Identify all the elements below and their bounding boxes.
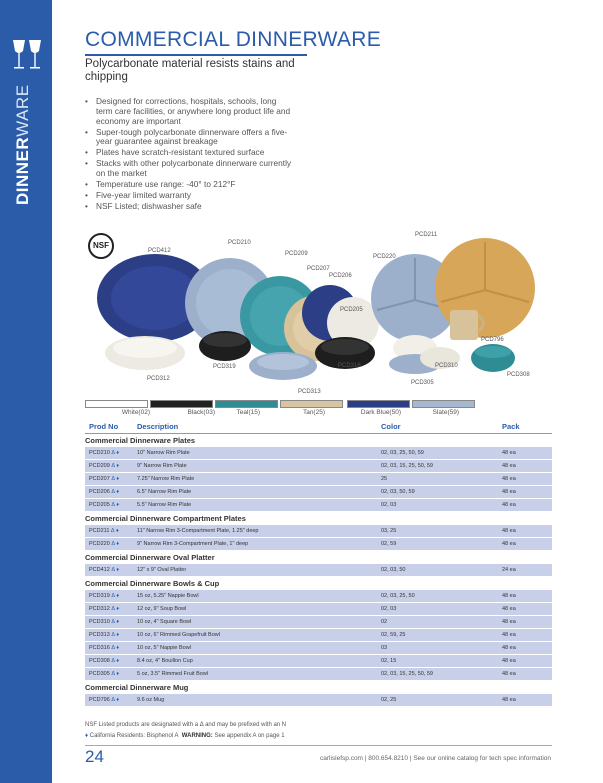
- pack-cell: 48 ea: [502, 450, 516, 456]
- photo-label: PCD316: [338, 363, 361, 369]
- description-cell: 5.5" Narrow Rim Plate: [137, 502, 192, 508]
- nsf-footnote: NSF Listed products are designated with a Δ and may be prefixed with an N: [85, 722, 287, 728]
- prod-no-cell: PCD312 Δ ♦: [89, 606, 120, 612]
- table-row: [85, 525, 552, 538]
- section-label: DINNERWARE: [13, 84, 32, 205]
- description-cell: 9" Narrow Rim Plate: [137, 463, 187, 469]
- pack-cell: 48 ea: [502, 528, 516, 534]
- nsf-marker: Δ ♦: [110, 528, 119, 534]
- table-row: [85, 642, 552, 655]
- side-bar: [0, 0, 52, 783]
- swatch-label: Tan(25): [302, 409, 325, 416]
- nsf-marker: Δ ♦: [111, 619, 120, 625]
- description-cell: 10 oz, 4" Square Bowl: [137, 619, 192, 625]
- swatch-tan: [280, 400, 343, 408]
- feature-item: • Stacks with other polycarbonate dinnerware currently on the market: [85, 159, 295, 179]
- photo-label: PCD210: [228, 240, 251, 246]
- nsf-marker: Δ ♦: [111, 606, 120, 612]
- swatch-label: Slate(59): [432, 409, 459, 416]
- prod-no-cell: PCD412 Δ ♦: [89, 567, 120, 573]
- pack-cell: 48 ea: [502, 645, 516, 651]
- footer-rule: [85, 745, 552, 746]
- color-cell: 02, 03, 25, 50, 59: [381, 450, 424, 456]
- color-cell: 02, 15: [381, 658, 397, 664]
- swatch-slate: [412, 400, 475, 408]
- feature-item: • Five-year limited warranty: [85, 191, 295, 201]
- pack-cell: 48 ea: [502, 502, 516, 508]
- description-cell: 10" Narrow Rim Plate: [137, 450, 190, 456]
- warning-footnote: ♦ California Residents: Bisphenol A WARNING: See appendix A on page 1: [85, 733, 285, 739]
- color-cell: 03, 25: [381, 528, 397, 534]
- photo-label: PCD310: [435, 363, 458, 369]
- table-row: [85, 668, 552, 681]
- page-title: COMMERCIAL DINNERWARE: [85, 28, 382, 51]
- feature-item: • NSF Listed; dishwasher safe: [85, 202, 295, 212]
- pack-cell: 48 ea: [502, 619, 516, 625]
- description-cell: 9" Narrow Rim 3-Compartment Plate, 1" deep: [137, 541, 249, 547]
- swatch-dark-blue: [347, 400, 410, 408]
- feature-item: • Temperature use range: -40° to 212°F: [85, 180, 295, 190]
- table-header: [85, 419, 552, 434]
- description-cell: 8.4 oz, 4" Bouillon Cup: [137, 658, 193, 664]
- prod-no-cell: PCD313 Δ ♦: [89, 632, 120, 638]
- nsf-marker: Δ ♦: [111, 645, 120, 651]
- color-cell: 02: [381, 619, 388, 625]
- nsf-marker: Δ ♦: [111, 697, 120, 703]
- photo-label: PCD205: [340, 307, 363, 313]
- swatch-white: [85, 400, 148, 408]
- description-cell: 10 oz, 6" Rimmed Grapefruit Bowl: [137, 632, 220, 638]
- feature-item: • Plates have scratch-resistant textured surface: [85, 148, 295, 158]
- description-cell: 9.6 oz Mug: [137, 697, 165, 703]
- feature-list: [85, 97, 295, 213]
- prod-no-cell: PCD796 Δ ♦: [89, 697, 120, 703]
- prod-no-cell: PCD308 Δ ♦: [89, 658, 120, 664]
- prod-no-cell: PCD207 Δ ♦: [89, 476, 120, 482]
- photo-label: PCD412: [148, 248, 171, 254]
- description-cell: 6.5" Narrow Rim Plate: [137, 489, 192, 495]
- description-cell: 12 oz, 9" Soup Bowl: [137, 606, 187, 612]
- color-cell: 02, 25: [381, 697, 397, 703]
- footer-info: carlislefsp.com | 800.654.8210 | See our online catalog for tech spec information: [319, 755, 551, 762]
- table-row: [85, 538, 552, 551]
- swatch-label: White(02): [121, 409, 150, 416]
- photo-label: PCD796: [481, 337, 504, 343]
- description-cell: 5 oz, 3.5" Rimmed Fruit Bowl: [137, 671, 209, 677]
- prod-no-cell: PCD206 Δ ♦: [89, 489, 120, 495]
- table-row: [85, 564, 552, 577]
- nsf-marker: Δ ♦: [111, 541, 120, 547]
- group-title: Commercial Dinnerware Compartment Plates: [85, 514, 246, 523]
- table-row: [85, 590, 552, 603]
- color-cell: 02, 03, 15, 25, 50, 59: [381, 671, 433, 677]
- product-photo: [85, 228, 545, 393]
- swatch-label: Dark Blue(50): [360, 409, 401, 416]
- photo-label: PCD206: [329, 273, 352, 279]
- color-cell: 02, 03, 25, 50: [381, 593, 415, 599]
- pack-cell: 24 ea: [502, 567, 516, 573]
- pack-cell: 48 ea: [502, 671, 516, 677]
- nsf-logo: NSF: [88, 233, 114, 259]
- page-subtitle: Polycarbonate material resists stains and chipping: [85, 58, 295, 83]
- feature-item: • Super-tough polycarbonate dinnerware offers a five-year guarantee against breakage: [85, 128, 295, 148]
- description-cell: 15 oz, 5.25" Nappie Bowl: [137, 593, 199, 599]
- photo-label: PCD305: [411, 380, 434, 386]
- column-header-description: Description: [137, 422, 179, 431]
- product-table: [85, 434, 552, 707]
- prod-no-cell: PCD210 Δ ♦: [89, 450, 120, 456]
- table-row: [85, 694, 552, 707]
- prod-no-cell: PCD205 Δ ♦: [89, 502, 120, 508]
- pack-cell: 48 ea: [502, 541, 516, 547]
- color-swatches: [85, 400, 477, 418]
- color-cell: 02, 59: [381, 541, 397, 547]
- color-cell: 02, 03, 15, 25, 50, 59: [381, 463, 433, 469]
- description-cell: 7.25" Narrow Rim Plate: [137, 476, 195, 482]
- nsf-marker: Δ ♦: [111, 502, 120, 508]
- swatch-black: [150, 400, 213, 408]
- photo-label: PCD319: [213, 364, 236, 370]
- color-cell: 02, 03: [381, 502, 397, 508]
- pack-cell: 48 ea: [502, 593, 516, 599]
- group-title: Commercial Dinnerware Bowls & Cup: [85, 579, 220, 588]
- photo-label: PCD209: [285, 251, 308, 257]
- prod-no-cell: PCD305 Δ ♦: [89, 671, 120, 677]
- nsf-marker: Δ ♦: [111, 658, 120, 664]
- table-row: [85, 460, 552, 473]
- nsf-marker: Δ ♦: [111, 450, 120, 456]
- description-cell: 12" x 9" Oval Platter: [137, 567, 187, 573]
- title-rule: [85, 54, 307, 56]
- table-row: [85, 629, 552, 642]
- column-header-pack: Pack: [502, 422, 520, 431]
- group-title: Commercial Dinnerware Mug: [85, 683, 189, 692]
- group-title: Commercial Dinnerware Oval Platter: [85, 553, 215, 562]
- nsf-marker: Δ ♦: [111, 567, 120, 573]
- table-row: [85, 447, 552, 460]
- table-row: [85, 473, 552, 486]
- feature-item: • Designed for corrections, hospitals, schools, long term care facilities, or anywhere long product life and economy are important: [85, 97, 295, 126]
- prod-no-cell: PCD209 Δ ♦: [89, 463, 120, 469]
- page-number: 24: [85, 747, 104, 766]
- color-cell: 02, 59, 25: [381, 632, 406, 638]
- swatch-label: Teal(15): [236, 409, 260, 416]
- pack-cell: 48 ea: [502, 463, 516, 469]
- description-cell: 11" Narrow Rim 3-Compartment Plate, 1.25" deep: [137, 528, 259, 534]
- prod-no-cell: PCD211 Δ ♦: [89, 528, 119, 534]
- group-title: Commercial Dinnerware Plates: [85, 436, 196, 445]
- table-row: [85, 486, 552, 499]
- nsf-marker: Δ ♦: [111, 476, 120, 482]
- color-cell: 02, 03: [381, 606, 397, 612]
- table-row: [85, 603, 552, 616]
- pack-cell: 48 ea: [502, 697, 516, 703]
- pack-cell: 48 ea: [502, 606, 516, 612]
- color-cell: 02, 03, 50: [381, 567, 406, 573]
- table-row: [85, 499, 552, 512]
- photo-label: PCD313: [298, 389, 321, 395]
- table-row: [85, 655, 552, 668]
- pack-cell: 48 ea: [502, 476, 516, 482]
- description-cell: 10 oz, 5" Nappie Bowl: [137, 645, 191, 651]
- prod-no-cell: PCD316 Δ ♦: [89, 645, 120, 651]
- nsf-marker: Δ ♦: [111, 489, 120, 495]
- photo-label: PCD312: [147, 376, 170, 382]
- pack-cell: 48 ea: [502, 489, 516, 495]
- nsf-marker: Δ ♦: [111, 671, 120, 677]
- prod-no-cell: PCD220 Δ ♦: [89, 541, 120, 547]
- nsf-marker: Δ ♦: [111, 593, 120, 599]
- prod-no-cell: PCD319 Δ ♦: [89, 593, 120, 599]
- photo-label: PCD211: [415, 232, 438, 238]
- pack-cell: 48 ea: [502, 658, 516, 664]
- wine-glasses-icon: [10, 38, 44, 74]
- color-cell: 02, 03, 50, 59: [381, 489, 415, 495]
- table-row: [85, 616, 552, 629]
- photo-label: PCD207: [307, 266, 330, 272]
- color-cell: 25: [381, 476, 388, 482]
- nsf-marker: Δ ♦: [111, 632, 120, 638]
- swatch-teal: [215, 400, 278, 408]
- color-cell: 03: [381, 645, 388, 651]
- prod-no-cell: PCD310 Δ ♦: [89, 619, 120, 625]
- pack-cell: 48 ea: [502, 632, 516, 638]
- column-header-color: Color: [381, 422, 401, 431]
- photo-label: PCD220: [373, 254, 396, 260]
- photo-label: PCD308: [507, 372, 530, 378]
- column-header-prod-no: Prod No: [89, 422, 119, 431]
- swatch-label: Black(03): [187, 409, 215, 416]
- nsf-marker: Δ ♦: [111, 463, 120, 469]
